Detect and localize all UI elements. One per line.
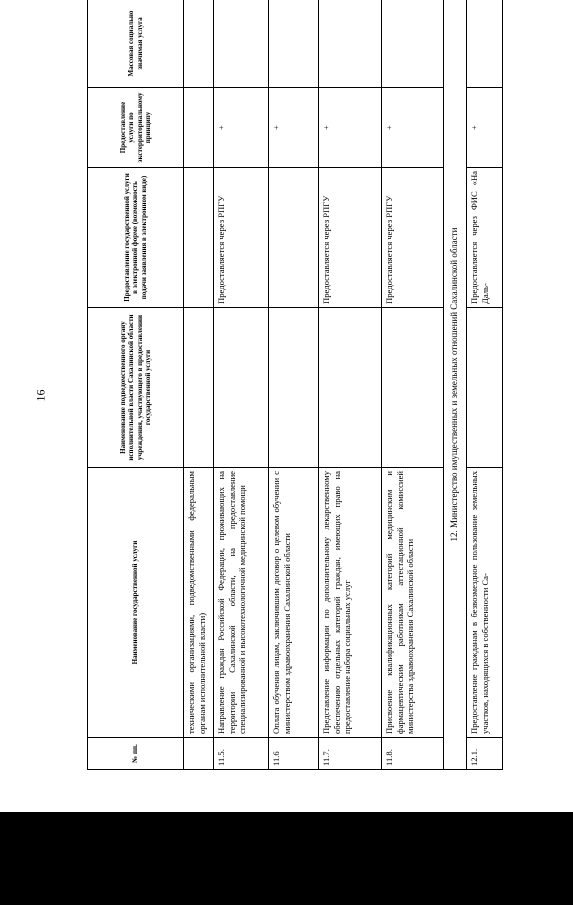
table-row [382,0,444,770]
row-name: Присвоение квалификационных категорий медицинским и фармацевтическим работникам аттестационной комиссией министерства здравоохранения Сахалинской области [382,468,444,738]
table-row [214,0,269,770]
row-org [269,308,319,468]
row-num: 12.1. [467,738,503,770]
row-exterritorial [184,88,214,168]
row-exterritorial: + [467,88,503,168]
row-num: 11.6 [269,738,319,770]
row-mass [214,0,269,88]
row-exterritorial: + [382,88,444,168]
row-exterritorial: + [269,88,319,168]
table-header-row [88,0,184,770]
row-org [319,308,382,468]
row-exterritorial: + [319,88,382,168]
row-num: 11.7. [319,738,382,770]
row-org [214,308,269,468]
row-electronic [184,168,214,308]
rotated-table-container [87,0,552,770]
header-exterritorial: Предоставление услуги по экстерриториальному принципу [88,88,184,168]
row-name: Направление граждан Российской Федерации, проживающих на территории Сахалинской области, на предоставление специализированной и высокотехнологичной медицинской помощи [214,468,269,738]
row-exterritorial: + [214,88,269,168]
header-org: Наименование подведомственного органу исполнительной власти Сахалинской области учреждения, участвующего в предоставлении государственной услуги [88,308,184,468]
row-electronic: Предоставляется через РПГУ [382,168,444,308]
header-electronic: Предоставление государственной услуги в электронной форме (возможность подачи заявления в электронном виде) [88,168,184,308]
row-electronic [269,168,319,308]
section-title: 12. Министерство имущественных и земельных отношений Сахалинской области [444,0,467,770]
services-table [87,0,503,770]
table-row [184,0,214,770]
row-electronic: Предоставляется через РПГУ [319,168,382,308]
row-org [184,308,214,468]
header-mass: Массовая социально значимая услуга [88,0,184,88]
table-row [269,0,319,770]
table-row [319,0,382,770]
row-mass [269,0,319,88]
row-name: Оплата обучения лицам, заключившим договор о целевом обучении с министерством здравоохранения Сахалинской области [269,468,319,738]
row-mass [382,0,444,88]
row-name: Представление информации по дополнительному лекарственному обеспечению отдельных категорий граждан, имеющих право на предоставление набора социальных услуг [319,468,382,738]
row-num [184,738,214,770]
row-electronic: Предоставляется через РПГУ [214,168,269,308]
table-row [467,0,503,770]
row-num: 11.5. [214,738,269,770]
header-num: № пп. [88,738,184,770]
row-mass [184,0,214,88]
row-mass [319,0,382,88]
row-num: 11.8. [382,738,444,770]
row-name: Предоставление гражданам в безвозмездное пользование земельных участков, находящихся в собственности Са- [467,468,503,738]
row-mass [467,0,503,88]
page-number: 16 [33,389,48,402]
row-org [382,308,444,468]
row-electronic: Предоставляется через ФИС «На Даль- [467,168,503,308]
row-name: техническими организациями, подведомственными федеральным органам исполнительной власти) [184,468,214,738]
header-name: Наименование государственной услуги [88,468,184,738]
section-row [444,0,467,770]
row-org [467,308,503,468]
